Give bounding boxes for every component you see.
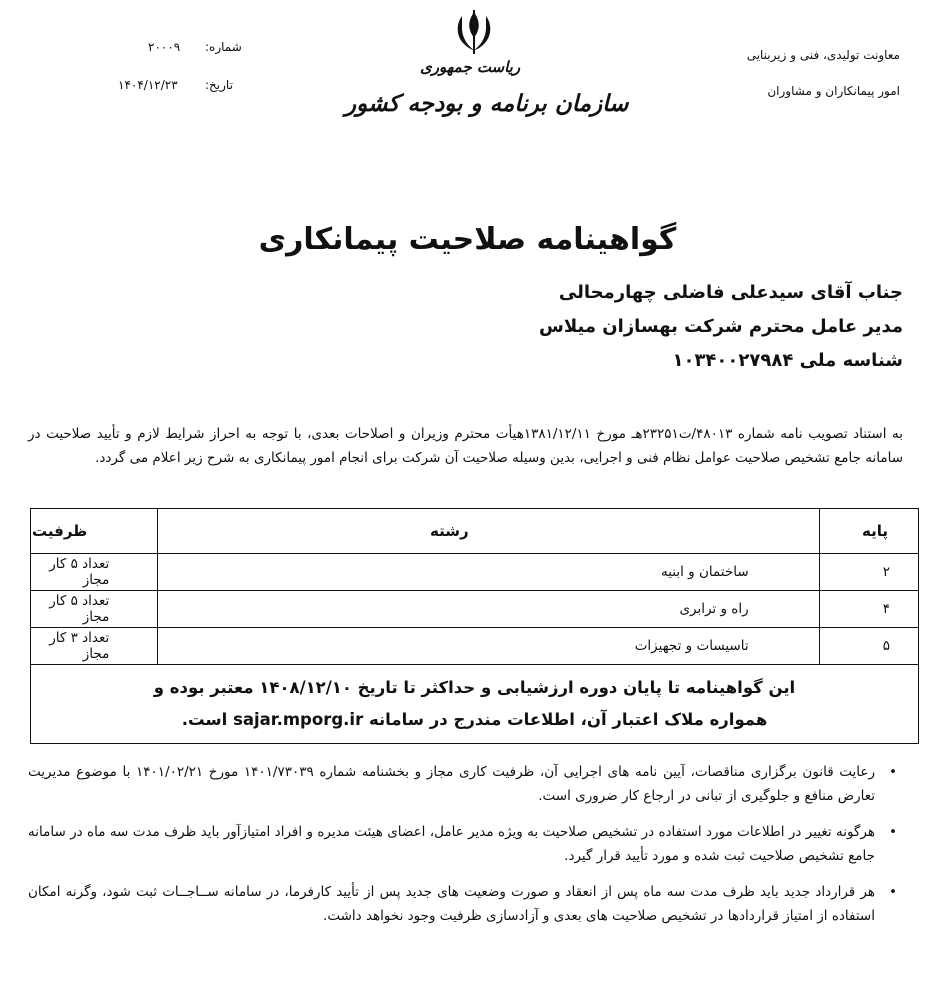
header-base: پایه [819,509,918,554]
bullet-icon: • [889,764,897,780]
validity-line-2-pre: همواره ملاک اعتبار آن، اطلاعات مندرج در سامانه [368,710,768,729]
note-text: رعایت قانون برگزاری مناقصات، آیین نامه های اجرایی آن، ظرفیت کاری مجاز و بخشنامه شماره ۱۴۰۱/۷۳۰۳۹ مورخ ۱۴۰۱/۰۲/۲۱ با موضوع مدیریت تعارض منافع و جلوگیری از تبانی در ارجاع کار ضروری است. [28,764,875,804]
table-header-row [31,509,919,554]
note-text: هر قرارداد جدید باید ظرف مدت سه ماه پس از انعقاد و صورت وضعیت های جدید پس از تأیید کارفرما، در سامانه ســاجــات ثبت شود، وگرنه امکان استفاده از امتیاز قراردادها در تشخیص صلاحیت های بعدی و آزادسازی ظرفیت وجود نخواهد داشت. [28,884,875,924]
recipient-name: جناب آقای سیدعلی فاضلی چهارمحالی [558,282,903,303]
row-base: ۲ [819,554,918,591]
note-text: هرگونه تغییر در اطلاعات مورد استفاده در تشخیص صلاحیت به ویژه مدیر عامل، اعضای هیئت مدیره و افراد امتیازآور باید ظرف مدت سه ماه در سامانه جامع تشخیص صلاحیت ثبت شده و مورد تأیید قرار گیرد. [28,824,875,864]
validity-line-2-post: است. [181,710,228,729]
page-title: گواهینامه صلاحیت پیمانکاری [258,222,677,257]
row-field: تاسیسات و تجهیزات [158,628,819,665]
department-line-1: معاونت تولیدی، فنی و زیربنایی [746,48,900,62]
table-row [31,554,919,591]
recipient-national-id: شناسه ملی ۱۰۳۴۰۰۲۷۹۸۴ [672,350,903,371]
row-capacity: تعداد ۵ کار مجاز [31,554,158,591]
bullet-icon: • [889,824,897,840]
department-line-2: امور پیمانکاران و مشاوران [767,84,900,98]
intro-paragraph: به استناد تصویب نامه شماره ۴۸۰۱۳/ت۲۳۲۵۱هـ مورخ ۱۳۸۱/۱۲/۱۱هیأت محترم وزیران و اصلاحات بعدی، با توجه به احراز شرایط لازم و تأیید صلاحیت در سامانه جامع تشخیص صلاحیت عوامل نظام فنی و اجرایی، بدین وسیله صلاحیت آن شرکت برای انجام امور پیمانکاری به شرح زیر اعلام می گردد. [28,426,904,466]
row-field: ساختمان و ابنیه [158,554,819,591]
validity-line-1: این گواهینامه تا پایان دوره ارزشیابی و حداکثر تا تاریخ ۱۴۰۸/۱۲/۱۰ معتبر بوده و [153,678,796,697]
iran-emblem-icon [452,8,496,56]
list-item [28,880,903,928]
notes-list [28,760,903,940]
row-base: ۵ [819,628,918,665]
org-name: سازمان برنامه و بودجه کشور [345,90,629,117]
recipient-position: مدیر عامل محترم شرکت بهسازان میلاس [539,316,903,337]
date-value: ۱۴۰۴/۱۲/۲۳ [118,78,178,92]
bullet-icon: • [889,884,897,900]
list-item [28,760,903,808]
header-capacity: ظرفیت [31,509,158,554]
list-item [28,820,903,868]
number-value: ۲۰۰۰۹ [148,40,181,54]
header-field: رشته [158,509,819,554]
row-field: راه و ترابری [158,591,819,628]
validity-statement [31,665,919,744]
validity-site-link[interactable]: sajar.mporg.ir [233,710,364,729]
table-row [31,628,919,665]
capacity-table [30,508,919,744]
table-row [31,591,919,628]
date-label: تاریخ: [205,78,233,92]
validity-line-2 [41,704,908,736]
row-capacity: تعداد ۵ کار مجاز [31,591,158,628]
org-presidency: ریاست جمهوری [420,58,521,76]
row-capacity: تعداد ۳ کار مجاز [31,628,158,665]
number-label: شماره: [205,40,242,54]
validity-row [31,665,919,744]
row-base: ۴ [819,591,918,628]
